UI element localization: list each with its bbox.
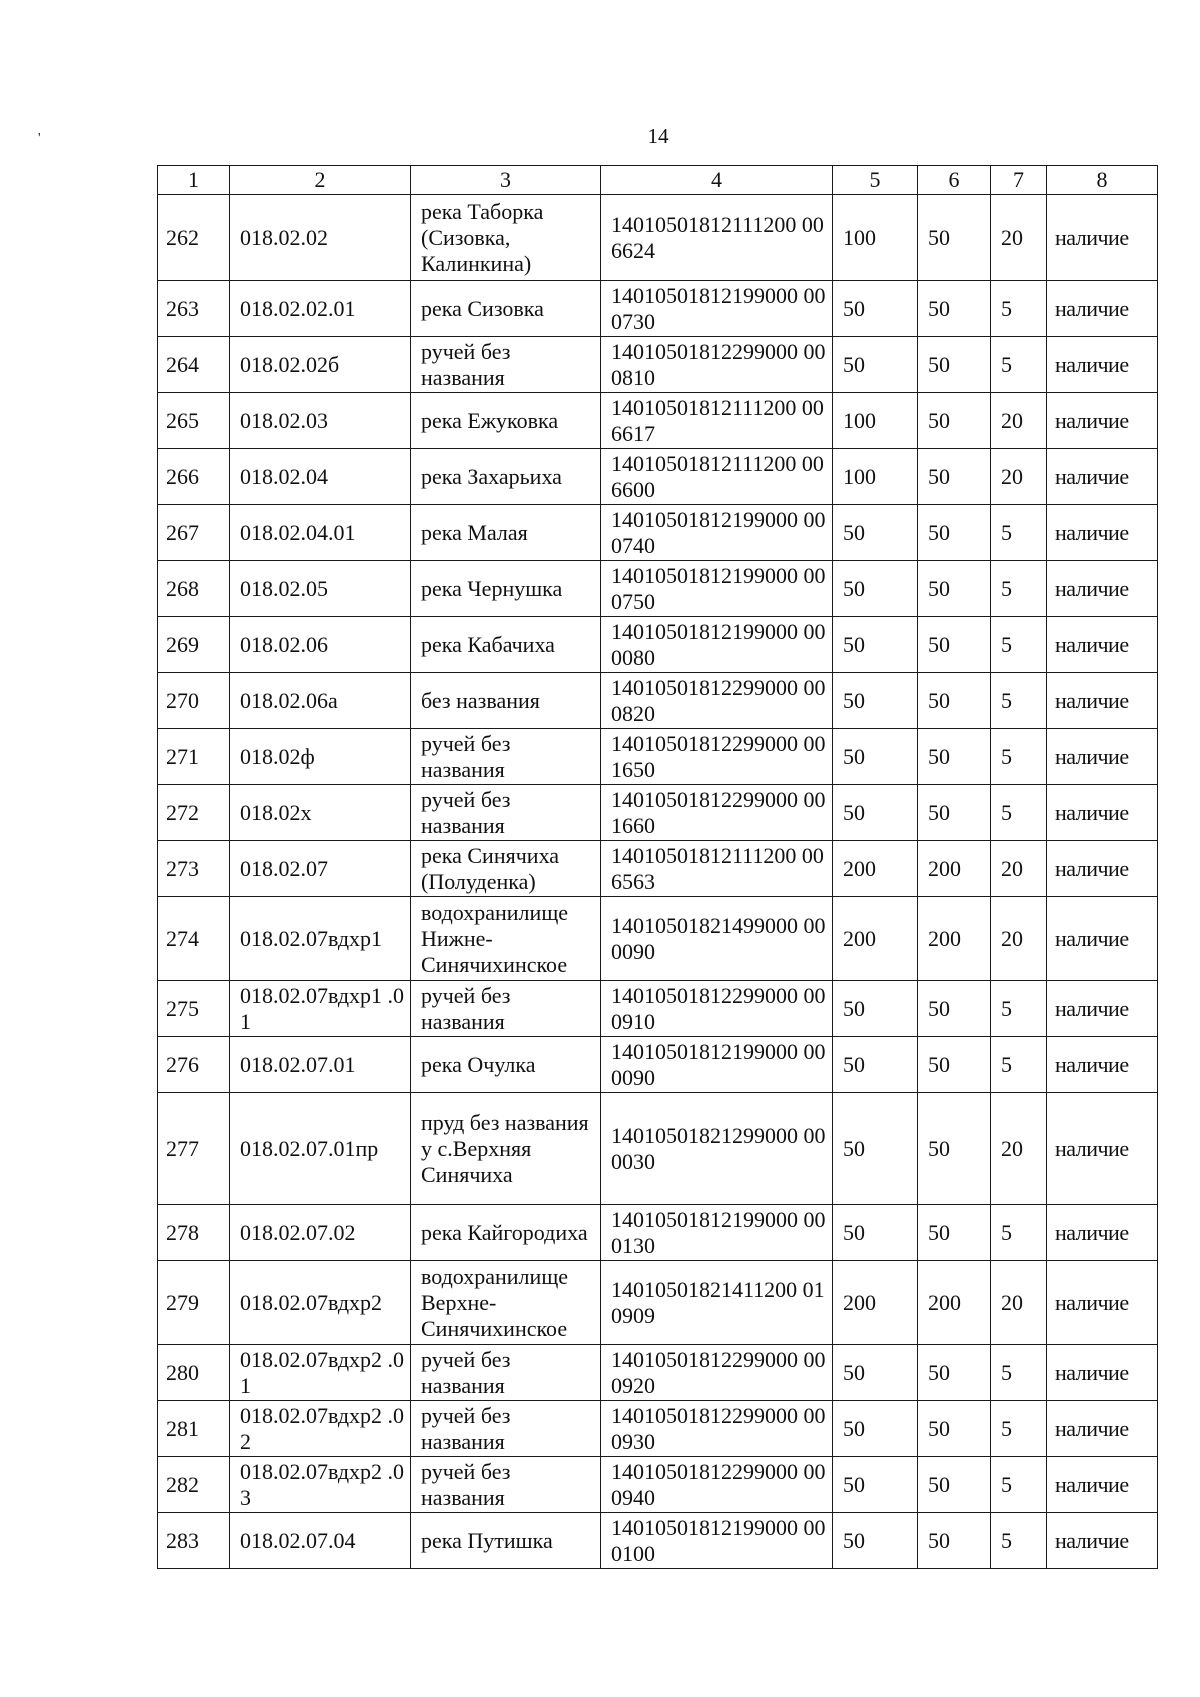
col-6-value: 50 bbox=[918, 1401, 991, 1457]
col-7-value: 5 bbox=[991, 505, 1047, 561]
registry-code: 14010501812299000 000820 bbox=[601, 673, 833, 729]
registry-code: 14010501821499000 000090 bbox=[601, 897, 833, 981]
object-name: ручей без названия bbox=[411, 1345, 601, 1401]
registry-code: 14010501821299000 000030 bbox=[601, 1093, 833, 1205]
table-row bbox=[158, 1513, 1158, 1569]
object-code: 018.02.04.01 bbox=[230, 505, 411, 561]
col-5-value: 50 bbox=[833, 673, 918, 729]
registry-code: 14010501812111200 006563 bbox=[601, 841, 833, 897]
registry-code: 14010501812299000 000930 bbox=[601, 1401, 833, 1457]
availability: наличие bbox=[1047, 841, 1158, 897]
page-number: 14 bbox=[647, 124, 669, 148]
col-5-value: 200 bbox=[833, 897, 918, 981]
availability: наличие bbox=[1047, 617, 1158, 673]
col-7-value: 20 bbox=[991, 195, 1047, 281]
availability: наличие bbox=[1047, 1093, 1158, 1205]
row-number: 280 bbox=[158, 1345, 230, 1401]
header-col-1: 1 bbox=[158, 166, 230, 195]
registry-code: 14010501812111200 006617 bbox=[601, 393, 833, 449]
col-6-value: 50 bbox=[918, 449, 991, 505]
margin-mark: ' bbox=[38, 131, 41, 146]
col-6-value: 50 bbox=[918, 195, 991, 281]
col-6-value: 50 bbox=[918, 505, 991, 561]
object-code: 018.02.07вдхр1 bbox=[230, 897, 411, 981]
table-row bbox=[158, 1457, 1158, 1513]
registry-code: 14010501812111200 006624 bbox=[601, 195, 833, 281]
col-6-value: 50 bbox=[918, 561, 991, 617]
col-7-value: 5 bbox=[991, 673, 1047, 729]
object-code: 018.02.07.01 bbox=[230, 1037, 411, 1093]
water-objects-table bbox=[157, 165, 1158, 1569]
table-row bbox=[158, 1037, 1158, 1093]
table-row bbox=[158, 673, 1158, 729]
availability: наличие bbox=[1047, 673, 1158, 729]
registry-code: 14010501812199000 000080 bbox=[601, 617, 833, 673]
table-row bbox=[158, 561, 1158, 617]
object-name: река Сизовка bbox=[411, 281, 601, 337]
row-number: 278 bbox=[158, 1205, 230, 1261]
table-row bbox=[158, 785, 1158, 841]
col-5-value: 50 bbox=[833, 785, 918, 841]
availability: наличие bbox=[1047, 897, 1158, 981]
object-code: 018.02.04 bbox=[230, 449, 411, 505]
object-name: река Захарьиха bbox=[411, 449, 601, 505]
header-col-4: 4 bbox=[601, 166, 833, 195]
table-row bbox=[158, 897, 1158, 981]
table-row bbox=[158, 195, 1158, 281]
header-row bbox=[158, 166, 1158, 195]
table-row bbox=[158, 617, 1158, 673]
object-code: 018.02ф bbox=[230, 729, 411, 785]
object-name: река Кабачиха bbox=[411, 617, 601, 673]
registry-code: 14010501812299000 001660 bbox=[601, 785, 833, 841]
registry-code: 14010501812299000 001650 bbox=[601, 729, 833, 785]
col-7-value: 5 bbox=[991, 1345, 1047, 1401]
object-name: водохранилище Нижне-Синячихинское bbox=[411, 897, 601, 981]
col-5-value: 50 bbox=[833, 981, 918, 1037]
col-6-value: 50 bbox=[918, 1457, 991, 1513]
object-name: река Очулка bbox=[411, 1037, 601, 1093]
col-7-value: 5 bbox=[991, 981, 1047, 1037]
availability: наличие bbox=[1047, 981, 1158, 1037]
row-number: 274 bbox=[158, 897, 230, 981]
col-6-value: 50 bbox=[918, 337, 991, 393]
col-7-value: 5 bbox=[991, 785, 1047, 841]
table-row bbox=[158, 1401, 1158, 1457]
availability: наличие bbox=[1047, 1345, 1158, 1401]
col-5-value: 50 bbox=[833, 505, 918, 561]
table-row bbox=[158, 337, 1158, 393]
table-row bbox=[158, 1205, 1158, 1261]
col-6-value: 50 bbox=[918, 1205, 991, 1261]
availability: наличие bbox=[1047, 1261, 1158, 1345]
object-code: 018.02.02.01 bbox=[230, 281, 411, 337]
availability: наличие bbox=[1047, 337, 1158, 393]
table-header bbox=[158, 166, 1158, 195]
header-col-2: 2 bbox=[230, 166, 411, 195]
object-name: ручей без названия bbox=[411, 981, 601, 1037]
object-code: 018.02х bbox=[230, 785, 411, 841]
table-row bbox=[158, 1261, 1158, 1345]
object-name: ручей без названия bbox=[411, 337, 601, 393]
object-code: 018.02.07 bbox=[230, 841, 411, 897]
row-number: 263 bbox=[158, 281, 230, 337]
col-5-value: 200 bbox=[833, 841, 918, 897]
table-body bbox=[158, 195, 1158, 1569]
col-5-value: 50 bbox=[833, 1513, 918, 1569]
col-5-value: 50 bbox=[833, 1037, 918, 1093]
object-name: река Таборка (Сизовка, Калинкина) bbox=[411, 195, 601, 281]
col-6-value: 50 bbox=[918, 1093, 991, 1205]
col-6-value: 50 bbox=[918, 981, 991, 1037]
table-row bbox=[158, 981, 1158, 1037]
col-5-value: 100 bbox=[833, 449, 918, 505]
object-code: 018.02.05 bbox=[230, 561, 411, 617]
object-name: река Кайгородиха bbox=[411, 1205, 601, 1261]
col-6-value: 50 bbox=[918, 729, 991, 785]
table-row bbox=[158, 449, 1158, 505]
table-row bbox=[158, 1345, 1158, 1401]
object-code: 018.02.07вдхр2 bbox=[230, 1261, 411, 1345]
object-code: 018.02.07.04 bbox=[230, 1513, 411, 1569]
row-number: 270 bbox=[158, 673, 230, 729]
table-row bbox=[158, 841, 1158, 897]
col-6-value: 50 bbox=[918, 393, 991, 449]
object-code: 018.02.07вдхр2 .01 bbox=[230, 1345, 411, 1401]
col-7-value: 5 bbox=[991, 1205, 1047, 1261]
object-name: ручей без названия bbox=[411, 785, 601, 841]
object-name: пруд без названия у с.Верхняя Синячиха bbox=[411, 1093, 601, 1205]
object-code: 018.02.07.01пр bbox=[230, 1093, 411, 1205]
row-number: 281 bbox=[158, 1401, 230, 1457]
col-7-value: 20 bbox=[991, 1093, 1047, 1205]
object-code: 018.02.07вдхр2 .02 bbox=[230, 1401, 411, 1457]
availability: наличие bbox=[1047, 195, 1158, 281]
header-col-8: 8 bbox=[1047, 166, 1158, 195]
row-number: 267 bbox=[158, 505, 230, 561]
col-7-value: 5 bbox=[991, 617, 1047, 673]
col-6-value: 50 bbox=[918, 1345, 991, 1401]
col-6-value: 200 bbox=[918, 1261, 991, 1345]
row-number: 283 bbox=[158, 1513, 230, 1569]
col-6-value: 50 bbox=[918, 281, 991, 337]
col-7-value: 20 bbox=[991, 393, 1047, 449]
object-code: 018.02.07вдхр1 .01 bbox=[230, 981, 411, 1037]
registry-code: 14010501821411200 010909 bbox=[601, 1261, 833, 1345]
col-5-value: 50 bbox=[833, 1345, 918, 1401]
row-number: 272 bbox=[158, 785, 230, 841]
registry-code: 14010501812299000 000940 bbox=[601, 1457, 833, 1513]
col-7-value: 20 bbox=[991, 1261, 1047, 1345]
availability: наличие bbox=[1047, 1401, 1158, 1457]
availability: наличие bbox=[1047, 1205, 1158, 1261]
col-7-value: 5 bbox=[991, 1457, 1047, 1513]
col-7-value: 5 bbox=[991, 337, 1047, 393]
object-code: 018.02.07вдхр2 .03 bbox=[230, 1457, 411, 1513]
registry-code: 14010501812199000 000100 bbox=[601, 1513, 833, 1569]
header-col-6: 6 bbox=[918, 166, 991, 195]
registry-code: 14010501812199000 000750 bbox=[601, 561, 833, 617]
object-name: река Путишка bbox=[411, 1513, 601, 1569]
availability: наличие bbox=[1047, 281, 1158, 337]
availability: наличие bbox=[1047, 393, 1158, 449]
col-5-value: 50 bbox=[833, 1401, 918, 1457]
registry-code: 14010501812299000 000920 bbox=[601, 1345, 833, 1401]
table-row bbox=[158, 729, 1158, 785]
col-7-value: 5 bbox=[991, 1401, 1047, 1457]
object-code: 018.02.06а bbox=[230, 673, 411, 729]
availability: наличие bbox=[1047, 561, 1158, 617]
table-row bbox=[158, 281, 1158, 337]
col-5-value: 50 bbox=[833, 337, 918, 393]
col-7-value: 5 bbox=[991, 1513, 1047, 1569]
object-code: 018.02.06 bbox=[230, 617, 411, 673]
object-name: ручей без названия bbox=[411, 729, 601, 785]
col-6-value: 50 bbox=[918, 617, 991, 673]
object-code: 018.02.02 bbox=[230, 195, 411, 281]
object-name: река Ежуковка bbox=[411, 393, 601, 449]
col-7-value: 20 bbox=[991, 449, 1047, 505]
registry-code: 14010501812299000 000810 bbox=[601, 337, 833, 393]
row-number: 273 bbox=[158, 841, 230, 897]
availability: наличие bbox=[1047, 1513, 1158, 1569]
row-number: 279 bbox=[158, 1261, 230, 1345]
availability: наличие bbox=[1047, 449, 1158, 505]
availability: наличие bbox=[1047, 1457, 1158, 1513]
col-5-value: 200 bbox=[833, 1261, 918, 1345]
availability: наличие bbox=[1047, 1037, 1158, 1093]
row-number: 275 bbox=[158, 981, 230, 1037]
col-5-value: 50 bbox=[833, 617, 918, 673]
col-6-value: 200 bbox=[918, 841, 991, 897]
object-name: ручей без названия bbox=[411, 1457, 601, 1513]
row-number: 264 bbox=[158, 337, 230, 393]
col-6-value: 50 bbox=[918, 1513, 991, 1569]
row-number: 262 bbox=[158, 195, 230, 281]
col-6-value: 50 bbox=[918, 1037, 991, 1093]
col-5-value: 50 bbox=[833, 281, 918, 337]
header-col-5: 5 bbox=[833, 166, 918, 195]
registry-code: 14010501812199000 000730 bbox=[601, 281, 833, 337]
availability: наличие bbox=[1047, 505, 1158, 561]
availability: наличие bbox=[1047, 785, 1158, 841]
registry-code: 14010501812111200 006600 bbox=[601, 449, 833, 505]
object-name: река Синячиха (Полуденка) bbox=[411, 841, 601, 897]
row-number: 282 bbox=[158, 1457, 230, 1513]
object-code: 018.02.03 bbox=[230, 393, 411, 449]
object-name: водохранилище Верхне-Синячихинское bbox=[411, 1261, 601, 1345]
col-7-value: 5 bbox=[991, 729, 1047, 785]
header-col-3: 3 bbox=[411, 166, 601, 195]
row-number: 277 bbox=[158, 1093, 230, 1205]
row-number: 266 bbox=[158, 449, 230, 505]
table-row bbox=[158, 393, 1158, 449]
object-name: ручей без названия bbox=[411, 1401, 601, 1457]
registry-code: 14010501812199000 000740 bbox=[601, 505, 833, 561]
col-7-value: 20 bbox=[991, 841, 1047, 897]
col-5-value: 50 bbox=[833, 561, 918, 617]
col-5-value: 50 bbox=[833, 1205, 918, 1261]
availability: наличие bbox=[1047, 729, 1158, 785]
col-7-value: 20 bbox=[991, 897, 1047, 981]
col-7-value: 5 bbox=[991, 561, 1047, 617]
table-row bbox=[158, 505, 1158, 561]
col-7-value: 5 bbox=[991, 281, 1047, 337]
col-5-value: 50 bbox=[833, 729, 918, 785]
col-6-value: 200 bbox=[918, 897, 991, 981]
col-6-value: 50 bbox=[918, 785, 991, 841]
col-5-value: 50 bbox=[833, 1457, 918, 1513]
col-6-value: 50 bbox=[918, 673, 991, 729]
registry-code: 14010501812299000 000910 bbox=[601, 981, 833, 1037]
object-name: без названия bbox=[411, 673, 601, 729]
col-7-value: 5 bbox=[991, 1037, 1047, 1093]
col-5-value: 100 bbox=[833, 195, 918, 281]
row-number: 276 bbox=[158, 1037, 230, 1093]
object-code: 018.02.07.02 bbox=[230, 1205, 411, 1261]
registry-code: 14010501812199000 000130 bbox=[601, 1205, 833, 1261]
row-number: 268 bbox=[158, 561, 230, 617]
object-code: 018.02.02б bbox=[230, 337, 411, 393]
row-number: 265 bbox=[158, 393, 230, 449]
row-number: 271 bbox=[158, 729, 230, 785]
object-name: река Чернушка bbox=[411, 561, 601, 617]
header-col-7: 7 bbox=[991, 166, 1047, 195]
col-5-value: 100 bbox=[833, 393, 918, 449]
col-5-value: 50 bbox=[833, 1093, 918, 1205]
row-number: 269 bbox=[158, 617, 230, 673]
object-name: река Малая bbox=[411, 505, 601, 561]
table-row bbox=[158, 1093, 1158, 1205]
registry-code: 14010501812199000 000090 bbox=[601, 1037, 833, 1093]
